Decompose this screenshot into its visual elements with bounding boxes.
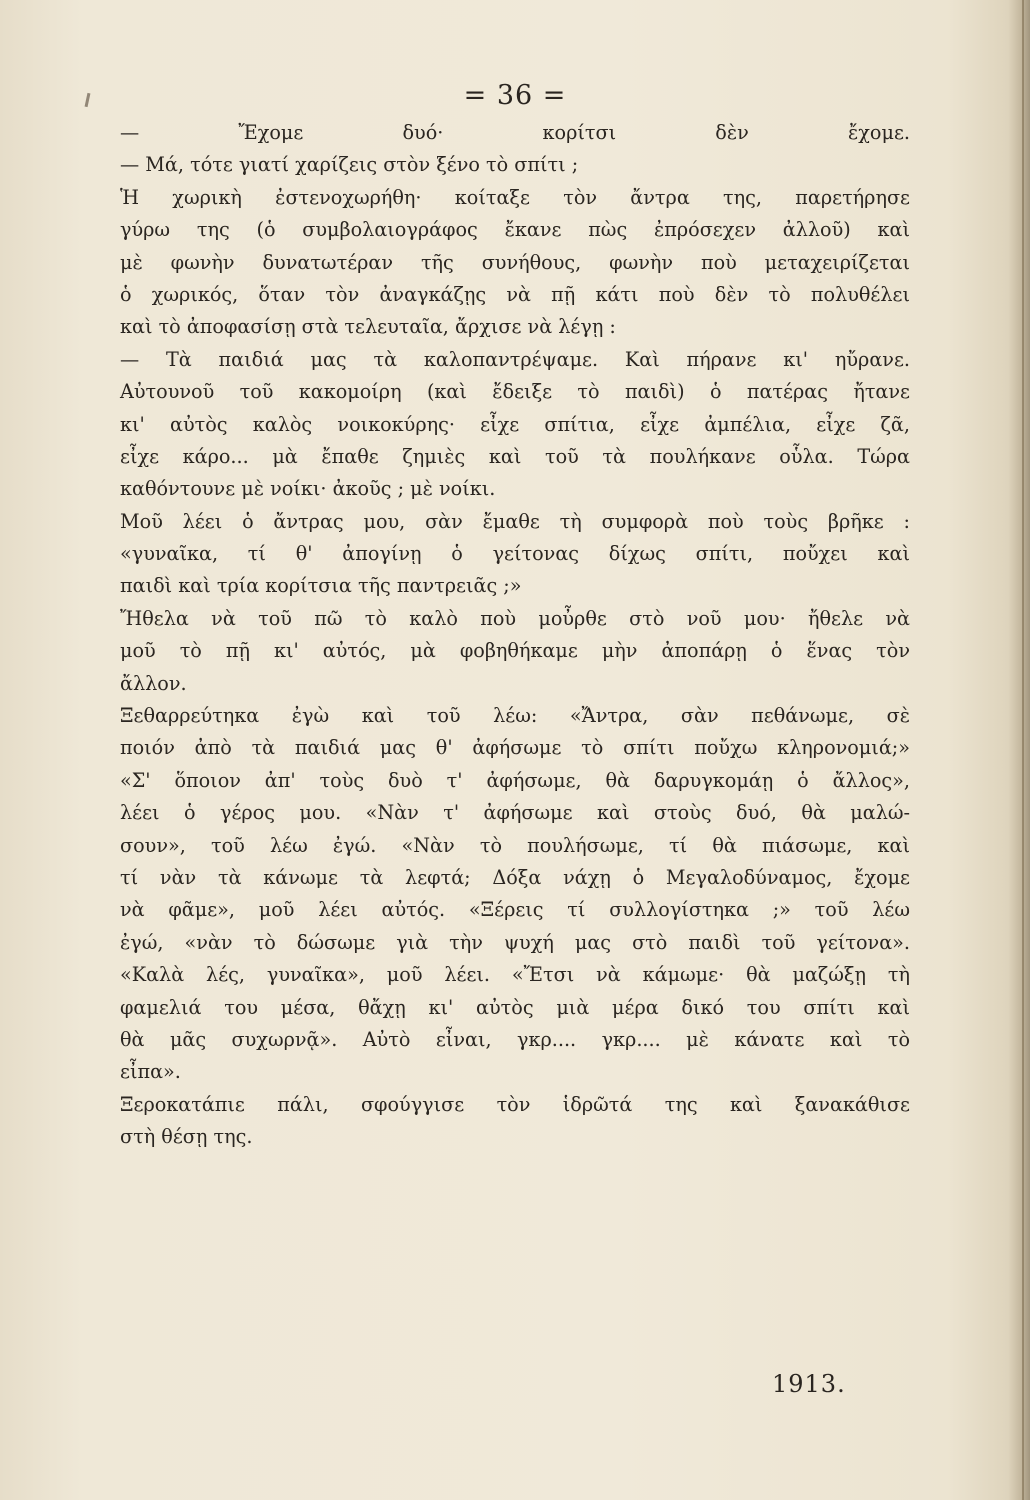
text-line: ποιόν ἀπὸ τὰ παιδιά μας θ' ἀφήσωμε τὸ σπίτι ποὔχω κληρονομιά;»: [120, 736, 910, 760]
text-line: σουν», τοῦ λέω ἐγώ. «Νὰν τὸ πουλήσωμε, τί θὰ πιάσωμε, καὶ: [120, 833, 910, 857]
text-line: νὰ φᾶμε», μοῦ λέει αὐτός. «Ξέρεις τί συλλογίστηκα ;» τοῦ λέω: [120, 898, 910, 922]
page-edge-shadow: [1008, 0, 1030, 1500]
text-line: εἶχε κάρο... μὰ ἔπαθε ζημιὲς καὶ τοῦ τὰ πουλήκανε οὗλα. Τώρα: [120, 444, 910, 468]
text-line: κι' αὐτὸς καλὸς νοικοκύρης· εἶχε σπίτια, εἶχε ἀμπέλια, εἶχε ζᾶ,: [120, 412, 910, 436]
text-line: τί νὰν τὰ κάνωμε τὰ λεφτά; Δόξα νάχῃ ὁ Μεγαλοδύναμος, ἔχομε: [120, 865, 910, 889]
text-line: ἐγώ, «νὰν τὸ δώσωμε γιὰ τὴν ψυχή μας στὸ παιδὶ τοῦ γείτονα».: [120, 930, 910, 954]
text-line: «Σ' ὅποιον ἀπ' τοὺς δυὸ τ' ἀφήσωμε, θὰ δαρυγκομάῃ ὁ ἄλλος»,: [120, 768, 910, 792]
text-line: θὰ μᾶς συχωρνᾷ». Αὐτὸ εἶναι, γκρ.... γκρ.... μὲ κάνατε καὶ τὸ: [120, 1027, 910, 1051]
page-edge-line: [1022, 0, 1024, 1500]
text-line: καὶ τὸ ἀποφασίσῃ στὰ τελευταῖα, ἄρχισε νὰ λέγῃ :: [120, 315, 616, 339]
text-line: Μοῦ λέει ὁ ἄντρας μου, σὰν ἔμαθε τὴ συμφορὰ ποὺ τοὺς βρῆκε :: [120, 509, 910, 533]
text-line: καθόντουνε μὲ νοίκι· ἀκοῦς ; μὲ νοίκι.: [120, 477, 496, 501]
text-line: — Τὰ παιδιά μας τὰ καλοπαντρέψαμε. Καὶ πήρανε κι' ηὔρανε.: [120, 347, 910, 371]
text-line: παιδὶ καὶ τρία κορίτσια τῆς παντρειᾶς ;»: [120, 574, 522, 598]
page-number: = 36 =: [463, 80, 567, 111]
text-line: ὁ χωρικός, ὅταν τὸν ἀναγκάζῃς νὰ πῇ κάτι ποὺ δὲν τὸ πολυθέλει: [120, 282, 910, 306]
text-line: μοῦ τὸ πῇ κι' αὐτός, μὰ φοβηθήκαμε μὴν ἀποπάρῃ ὁ ἕνας τὸν: [120, 639, 910, 663]
text-line: εἶπα».: [120, 1060, 181, 1084]
text-line: — Μά, τότε γιατί χαρίζεις στὸν ξένο τὸ σπίτι ;: [120, 153, 579, 177]
text-line: λέει ὁ γέρος μου. «Νὰν τ' ἀφήσωμε καὶ στοὺς δυό, θὰ μαλώ-: [120, 801, 910, 825]
text-line: Αὐτουνοῦ τοῦ κακομοίρη (καὶ ἔδειξε τὸ παιδὶ) ὁ πατέρας ἤτανε: [120, 380, 910, 404]
text-line: φαμελιά του μέσα, θἄχῃ κι' αὐτὸς μιὰ μέρα δικό του σπίτι καὶ: [120, 995, 910, 1019]
text-line: Ἤθελα νὰ τοῦ πῶ τὸ καλὸ ποὺ μοὖρθε στὸ νοῦ μου· ἤθελε νὰ: [120, 606, 910, 630]
text-line: Ἡ χωρικὴ ἐστενοχωρήθη· κοίταξε τὸν ἄντρα της, παρετήρησε: [120, 185, 910, 209]
text-line: Ξεροκατάπιε πάλι, σφούγγισε τὸν ἱδρῶτά της καὶ ξανακάθισε: [120, 1092, 910, 1116]
date-signature: 1913.: [772, 1370, 846, 1398]
text-line: μὲ φωνὴν δυνατωτέραν τῆς συνήθους, φωνὴν ποὺ μεταχειρίζεται: [120, 250, 910, 274]
text-line: στὴ θέσῃ της.: [120, 1125, 253, 1149]
text-line: — Ἔχομε δυό· κορίτσι δὲν ἔχομε.: [120, 121, 910, 144]
text-line: «γυναῖκα, τί θ' ἀπογίνῃ ὁ γείτονας δίχως σπίτι, ποὔχει καὶ: [120, 542, 910, 566]
text-line: «Καλὰ λές, γυναῖκα», μοῦ λέει. «Ἔτσι νὰ κάμωμε· θὰ μαζώξῃ τὴ: [120, 963, 910, 987]
text-line: ἄλλον.: [120, 671, 187, 695]
text-line: Ξεθαρρεύτηκα ἐγὼ καὶ τοῦ λέω: «Ἄντρα, σὰν πεθάνωμε, σὲ: [120, 704, 910, 728]
body-text: [120, 117, 910, 1154]
text-line: γύρω της (ὁ συμβολαιογράφος ἔκανε πὼς ἐπρόσεχεν ἀλλοῦ) καὶ: [120, 218, 910, 242]
